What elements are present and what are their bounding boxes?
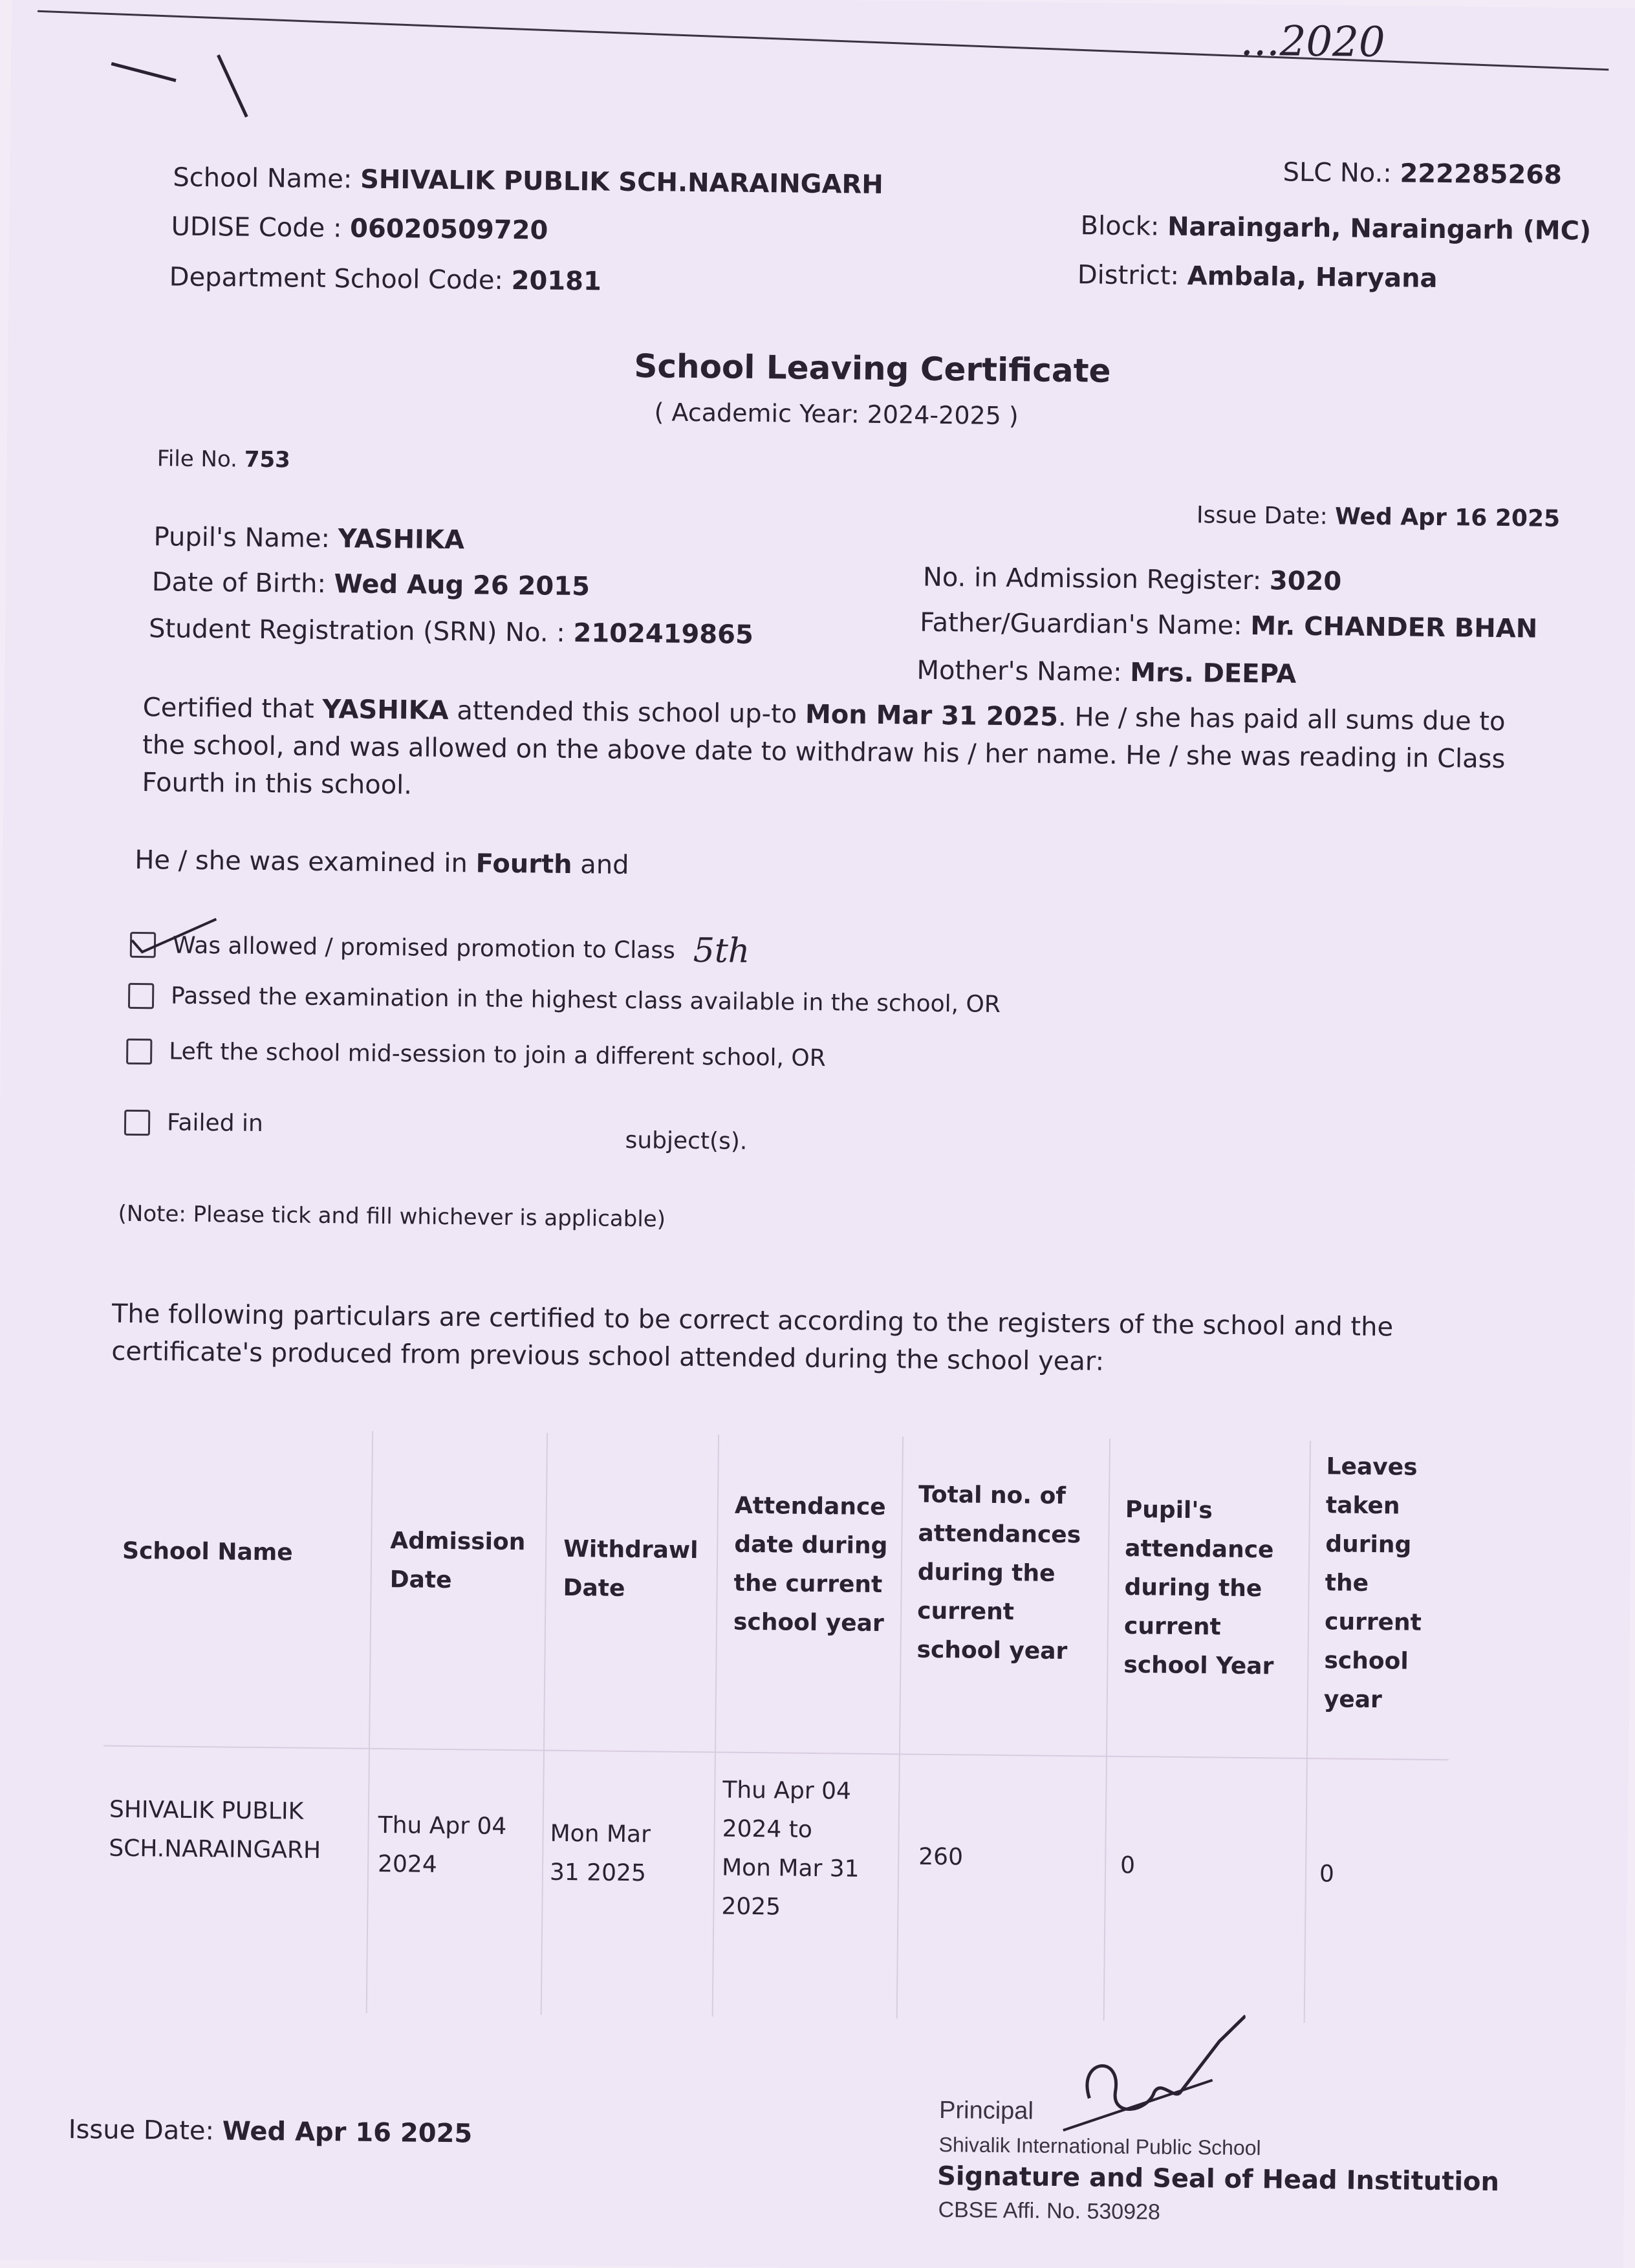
table-divider — [712, 1434, 719, 2016]
particulars-table — [101, 1429, 1466, 2038]
certified-part2: attended this school up-to — [448, 695, 806, 729]
srn-line — [149, 614, 753, 650]
tick-mark-icon — [128, 912, 219, 958]
mother-label: Mother's Name: — [916, 655, 1122, 687]
option-failed[interactable] — [124, 1096, 748, 1155]
examined-suffix: and — [572, 850, 629, 880]
checkbox[interactable] — [124, 1109, 150, 1135]
dept-code-label: Department School Code: — [169, 262, 504, 296]
certified-part3: . He / she has paid all sums due to the school, and was allowed on the above date to withdraw his / her name. He / she was reading in Class Fourth in this school. — [142, 702, 1506, 801]
district-line — [1077, 260, 1438, 294]
slc-line — [1283, 157, 1562, 190]
father-line — [920, 608, 1537, 644]
table-header-school-name: School Name — [122, 1537, 293, 1566]
certified-part1: Certified that — [142, 693, 323, 724]
table-header-attendance-date: Attendance date during the current school year — [733, 1492, 888, 1637]
dob-label: Date of Birth: — [151, 567, 327, 599]
issue-date-top-value: Wed Apr 16 2025 — [1334, 503, 1561, 532]
table-header-total-attendances: Total no. of attendances during the current school year — [916, 1481, 1081, 1665]
admission-line — [923, 563, 1342, 597]
table-divider — [1304, 1441, 1311, 2023]
academic-year: ( Academic Year: 2024-2025 ) — [654, 398, 1019, 431]
table-cell-leaves-taken: 0 — [1319, 1861, 1335, 1888]
srn-label: Student Registration (SRN) No. : — [148, 614, 566, 648]
certified-paragraph — [142, 689, 1521, 815]
udise-label: UDISE Code : — [171, 211, 342, 244]
examined-prefix: He / she was examined in — [135, 845, 476, 879]
examined-line — [135, 845, 629, 880]
table-cell-withdrawl-date: Mon Mar 31 2025 — [549, 1820, 651, 1887]
dob-value: Wed Aug 26 2015 — [334, 569, 590, 602]
file-no-label: File No. — [157, 446, 238, 473]
page-title: School Leaving Certificate — [634, 347, 1111, 390]
particulars-text: The following particulars are certified to be correct according to the registers of the school and the certificate's produced from previous school attended during the school year: — [111, 1299, 1394, 1377]
pen-stroke — [217, 55, 247, 116]
certified-name: YASHIKA — [322, 694, 449, 726]
option-left[interactable] — [126, 1038, 826, 1072]
issue-date-bottom — [69, 2115, 473, 2149]
school-name-label: School Name: — [173, 162, 352, 195]
district-value: Ambala, Haryana — [1187, 261, 1438, 294]
father-value: Mr. CHANDER BHAN — [1250, 610, 1538, 644]
option-passed[interactable] — [128, 982, 1001, 1018]
mother-value: Mrs. DEEPA — [1130, 658, 1297, 689]
table-cell-pupil-attendance: 0 — [1120, 1852, 1136, 1879]
table-cell-attendance-range: Thu Apr 04 2024 to Mon Mar 31 2025 — [721, 1777, 860, 1921]
mother-line — [916, 656, 1296, 689]
option-passed-label: Passed the examination in the highest class available in the school, OR — [170, 982, 1001, 1018]
admission-value: 3020 — [1269, 566, 1342, 597]
checkbox[interactable] — [126, 1038, 152, 1064]
dept-code-line — [169, 262, 601, 296]
certified-date: Mon Mar 31 2025 — [805, 699, 1059, 732]
pupil-name-line — [153, 522, 464, 555]
table-cell-admission-date: Thu Apr 04 2024 — [377, 1811, 507, 1878]
table-divider — [541, 1433, 548, 2015]
table-header-pupil-attendance: Pupil's attendance during the current school Year — [1123, 1496, 1274, 1680]
table-cell-total-attendances: 260 — [918, 1843, 964, 1871]
option-failed-suffix: subject(s). — [625, 1127, 748, 1155]
slc-label: SLC No.: — [1283, 157, 1392, 189]
table-header-admission-date: Admission Date — [389, 1528, 526, 1594]
slc-value: 222285268 — [1400, 158, 1563, 190]
table-divider — [896, 1436, 904, 2018]
checkbox-checked[interactable] — [130, 932, 156, 958]
checkbox[interactable] — [128, 982, 154, 1008]
option-left-label: Left the school mid-session to join a different school, OR — [169, 1038, 826, 1072]
table-header-leaves-taken: Leaves taken during the current school year — [1323, 1453, 1422, 1714]
examined-class: Fourth — [475, 848, 572, 880]
top-handwriting — [10, 0, 1635, 177]
issue-date-top — [1196, 502, 1560, 532]
admission-label: No. in Admission Register: — [922, 562, 1262, 596]
pupil-name-value: YASHIKA — [338, 524, 465, 556]
stamp-affiliation: CBSE Affi. No. 530928 — [938, 2198, 1161, 2225]
pupil-name-label: Pupil's Name: — [153, 522, 330, 554]
issue-date-top-label: Issue Date: — [1196, 502, 1328, 530]
dept-code-value: 20181 — [511, 265, 602, 297]
udise-line — [171, 211, 548, 245]
table-divider — [103, 1745, 1449, 1760]
table-cell-school-name: SHIVALIK PUBLIK SCH.NARAINGARH — [109, 1796, 321, 1864]
udise-value: 06020509720 — [349, 213, 548, 246]
pen-stroke — [111, 63, 176, 80]
school-name-line — [173, 162, 883, 199]
top-handwritten-date: ...2020 — [1240, 17, 1385, 67]
table-header-withdrawl-date: Withdrawl Date — [563, 1535, 698, 1602]
stamp-school: Shivalik International Public School — [938, 2133, 1261, 2160]
promotion-class-fill: 5th — [693, 931, 750, 971]
father-label: Father/Guardian's Name: — [920, 607, 1242, 641]
issue-date-bottom-label: Issue Date: — [68, 2114, 215, 2146]
option-failed-label: Failed in — [166, 1109, 264, 1138]
srn-value: 2102419865 — [573, 618, 754, 650]
option-promotion-label: Was allowed / promised promotion to Class — [172, 932, 676, 964]
principal-signature-icon — [1050, 2001, 1245, 2158]
table-divider — [366, 1431, 373, 2013]
issue-date-bottom-value: Wed Apr 16 2025 — [222, 2116, 473, 2149]
school-name-value: SHIVALIK PUBLIK SCH.NARAINGARH — [360, 164, 883, 200]
district-label: District: — [1077, 260, 1180, 291]
block-value: Naraingarh, Naraingarh (MC) — [1167, 211, 1592, 246]
note-text: (Note: Please tick and fill whichever is applicable) — [118, 1200, 666, 1233]
dob-line — [152, 567, 590, 601]
block-line — [1080, 211, 1591, 246]
file-no-value: 753 — [244, 446, 290, 473]
block-label: Block: — [1080, 211, 1160, 242]
file-no-line — [157, 446, 290, 473]
stamp-principal: Principal — [938, 2097, 1034, 2125]
option-promotion[interactable] — [130, 925, 750, 971]
signature-seal-label: Signature and Seal of Head Institution — [937, 2161, 1500, 2198]
